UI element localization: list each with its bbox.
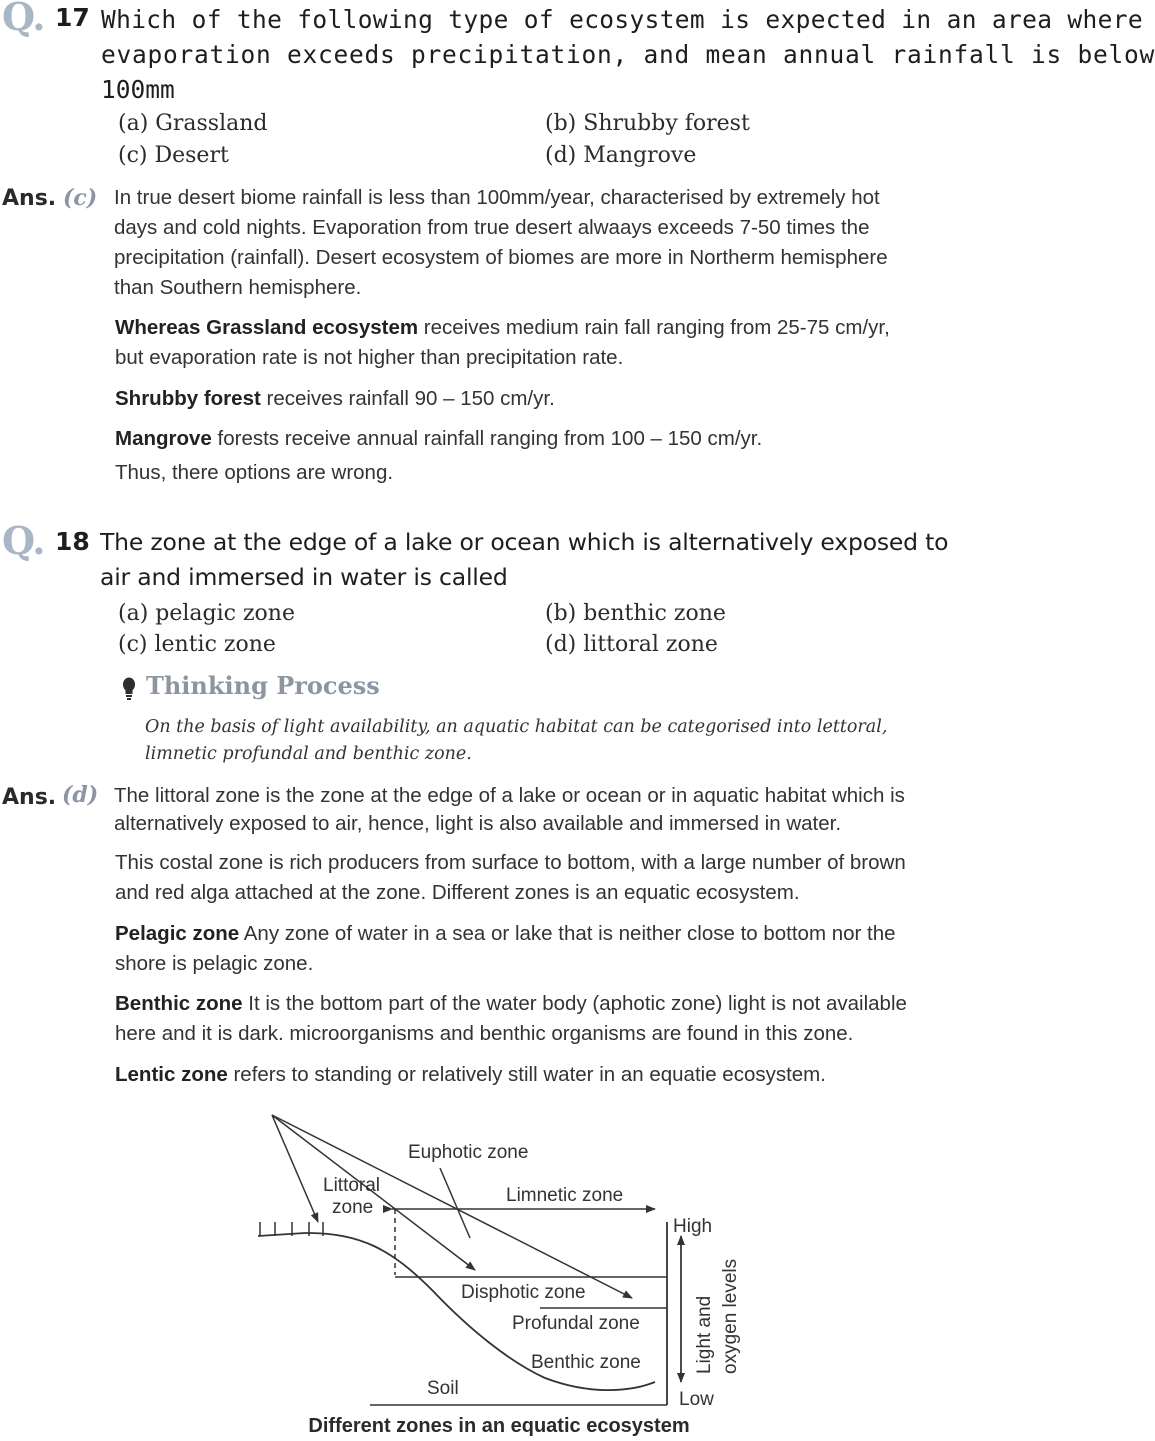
lentic-paragraph: Lentic zone refers to standing or relatively still water in an equatie ecosystem. [115, 1063, 826, 1086]
disphotic-label: Disphotic zone [461, 1282, 586, 1303]
mangrove-paragraph: Mangrove forests receive annual rainfall ranging from 100 – 150 cm/yr. [115, 427, 763, 450]
littoral-label-line2: zone [332, 1197, 374, 1218]
answer-label: Ans. [2, 785, 57, 810]
low-label: Low [679, 1389, 714, 1410]
question-text: The zone at the edge of a lake or ocean which is alternatively exposed to air and immersed in water is called [100, 528, 949, 591]
profundal-label: Profundal zone [512, 1313, 640, 1334]
option-a: (a) pelagic zone [118, 601, 295, 626]
high-label: High [673, 1216, 713, 1237]
pelagic-paragraph: Pelagic zone Any zone of water in a sea or lake that is neither close to bottom nor the shore is pelagic zone. [115, 922, 896, 975]
answer-explanation: The littoral zone is the zone at the edge of a lake or ocean or in aquatic habitat which is alternatively exposed to air, hence, light is also available and immersed in water. [114, 784, 905, 835]
question-number: 18 [55, 527, 90, 556]
figure-caption: Different zones in an equatic ecosystem [308, 1415, 690, 1437]
thinking-process-text: On the basis of light availability, an aquatic habitat can be categorised into lettoral, limnetic profundal and benthic zone. [145, 717, 888, 764]
answer-label: Ans. [2, 186, 57, 211]
question-marker: Q. [2, 518, 45, 563]
answer-explanation: In true desert biome rainfall is less than 100mm/year, characterised by extremely hot days and cold nights. Evaporation from true desert alwaays exceeds 7-50 times the precipitation (rainfall). Desert ecosystem of biomes are more in Northerm hemisphere than Southern hemisphere. [114, 186, 888, 299]
option-a: (a) Grassland [118, 111, 268, 136]
option-d: (d) Mangrove [545, 143, 697, 168]
question-number: 17 [55, 3, 90, 32]
option-b: (b) benthic zone [545, 601, 726, 626]
answer-key: (d) [62, 782, 99, 808]
answer-key: (c) [63, 185, 98, 211]
soil-label: Soil [427, 1378, 459, 1399]
euphotic-label: Euphotic zone [408, 1142, 529, 1163]
benthic-paragraph: Benthic zone It is the bottom part of the water body (aphotic zone) light is not available here and it is dark. microorganisms and benthic organisms are found in this zone. [115, 992, 907, 1045]
option-c: (c) Desert [118, 143, 229, 168]
littoral-label-line1: Littoral [323, 1175, 381, 1196]
shrubby-paragraph: Shrubby forest receives rainfall 90 – 150 cm/yr. [115, 387, 555, 410]
option-d: (d) littoral zone [545, 632, 718, 657]
limnetic-label: Limnetic zone [506, 1185, 624, 1206]
question-marker: Q. [2, 0, 45, 39]
thinking-process-title: Thinking Process [146, 671, 380, 700]
option-b: (b) Shrubby forest [545, 111, 750, 136]
lightbulb-icon [120, 676, 138, 702]
grassland-paragraph: Whereas Grassland ecosystem receives medium rain fall ranging from 25-75 cm/yr, but evaporation rate is not higher than precipitation rate. [115, 316, 890, 369]
axis-label-line1: Light and [694, 1295, 715, 1374]
conclusion-text: Thus, there options are wrong. [115, 461, 394, 484]
littoral-arrow [272, 1115, 318, 1222]
benthic-label: Benthic zone [531, 1352, 641, 1373]
question-text: Which of the following type of ecosystem is expected in an area where evaporation exceeds precipitation, and mean annual rainfall is below 100mm [101, 5, 1155, 104]
option-c: (c) lentic zone [118, 632, 276, 657]
axis-label-line2: oxygen levels [720, 1258, 741, 1374]
aquatic-zones-diagram [0, 1100, 998, 1415]
costal-paragraph: This costal zone is rich producers from surface to bottom, with a large number of brown and red alga attached at the zone. Different zones is an equatic ecosystem. [115, 851, 906, 904]
